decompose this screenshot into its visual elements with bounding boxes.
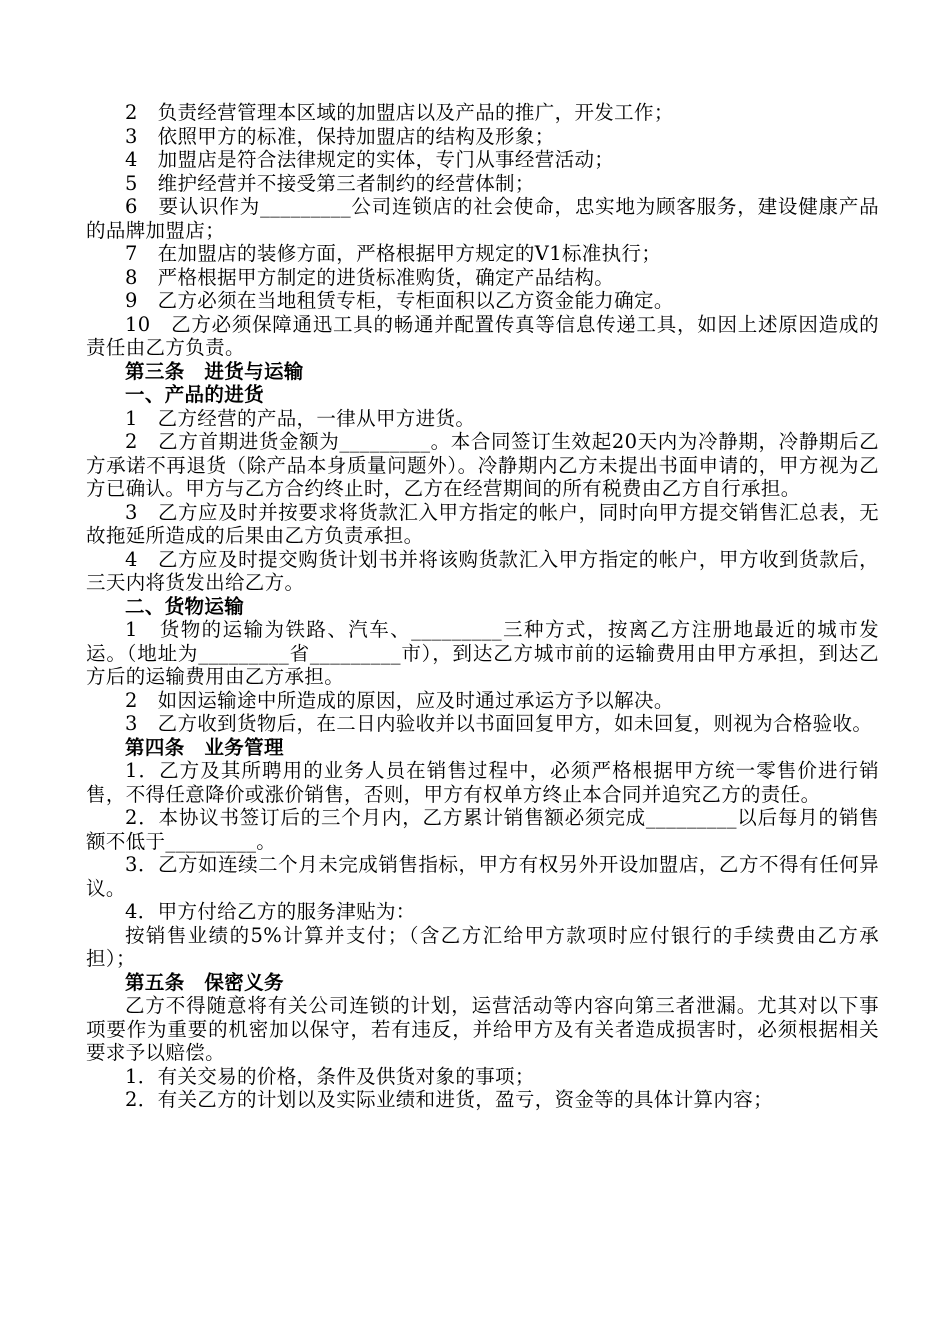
paragraph: 3．乙方如连续二个月未完成销售指标，甲方有权另外开设加盟店，乙方不得有任何异议。 xyxy=(86,853,879,900)
paragraph: 1．乙方及其所聘用的业务人员在销售过程中，必须严格根据甲方统一零售价进行销售，不得任意降价或涨价销售，否则，甲方有权单方终止本合同并追究乙方的责任。 xyxy=(86,759,879,806)
paragraph: 3 乙方应及时并按要求将货款汇入甲方指定的帐户，同时向甲方提交销售汇总表，无故拖延所造成的后果由乙方负责承担。 xyxy=(86,500,879,547)
paragraph: 4．甲方付给乙方的服务津贴为： xyxy=(125,900,416,923)
section-heading: 一、产品的进货 xyxy=(125,383,264,406)
paragraph: 3 依照甲方的标准，保持加盟店的结构及形象； xyxy=(125,124,555,148)
paragraph: 8 严格根据甲方制定的进货标准购货，确定产品结构。 xyxy=(125,265,615,289)
paragraph: 1．有关交易的价格，条件及供货对象的事项； xyxy=(125,1064,535,1088)
paragraph: 2 乙方首期进货金额为_________。本合同签订生效起20天内为冷静期，冷静期后乙方承诺不再退货（除产品本身质量问题外）。冷静期内乙方未提出书面申请的，甲方视为乙方已确认。甲方与乙方合约终止时，乙方在经营期间的所有税费由乙方自行承担。 xyxy=(86,430,879,500)
paragraph: 4 乙方应及时提交购货计划书并将该购货款汇入甲方指定的帐户，甲方收到货款后，三天内将货发出给乙方。 xyxy=(86,547,879,594)
section-heading: 第三条 进货与运输 xyxy=(125,359,304,383)
paragraph: 按销售业绩的5%计算并支付；（含乙方汇给甲方款项时应付银行的手续费由乙方承担）； xyxy=(86,923,879,970)
paragraph: 10 乙方必须保障通迅工具的畅通并配置传真等信息传递工具，如因上述原因造成的责任由乙方负责。 xyxy=(86,312,879,359)
paragraph: 4 加盟店是符合法律规定的实体，专门从事经营活动； xyxy=(125,148,615,171)
paragraph: 7 在加盟店的装修方面，严格根据甲方规定的V1标准执行； xyxy=(125,242,662,265)
paragraph: 2 如因运输途中所造成的原因，应及时通过承运方予以解决。 xyxy=(125,688,674,712)
paragraph: 2．有关乙方的计划以及实际业绩和进货，盈亏，资金等的具体计算内容； xyxy=(125,1088,773,1111)
section-heading: 第五条 保密义务 xyxy=(125,970,284,994)
paragraph: 6 要认识作为_________公司连锁店的社会使命，忠实地为顾客服务，建设健康产品的品牌加盟店； xyxy=(86,195,879,242)
paragraph: 1 货物的运输为铁路、汽车、_________三种方式，按离乙方注册地最近的城市发运。（地址为_________省_________市），到达乙方城市前的运输费用由甲方承担，到达乙方后的运输费用由乙方承担。 xyxy=(86,618,879,688)
paragraph: 1 乙方经营的产品，一律从甲方进货。 xyxy=(125,406,476,430)
document-body xyxy=(86,101,879,1112)
paragraph: 2 负责经营管理本区域的加盟店以及产品的推广，开发工作； xyxy=(125,101,674,124)
paragraph: 2．本协议书签订后的三个月内，乙方累计销售额必须完成_________以后每月的销售额不低于_________。 xyxy=(86,806,879,853)
paragraph: 9 乙方必须在当地租赁专柜，专柜面积以乙方资金能力确定。 xyxy=(125,289,674,312)
section-heading: 二、货物运输 xyxy=(125,594,245,618)
paragraph: 乙方不得随意将有关公司连锁的计划，运营活动等内容向第三者泄漏。尤其对以下事项要作为重要的机密加以保守，若有违反，并给甲方及有关者造成损害时，必须根据相关要求予以赔偿。 xyxy=(86,994,879,1064)
section-heading: 第四条 业务管理 xyxy=(125,735,284,759)
paragraph: 3 乙方收到货物后，在二日内验收并以书面回复甲方，如未回复，则视为合格验收。 xyxy=(125,712,873,735)
paragraph: 5 维护经营并不接受第三者制约的经营体制； xyxy=(125,171,535,195)
